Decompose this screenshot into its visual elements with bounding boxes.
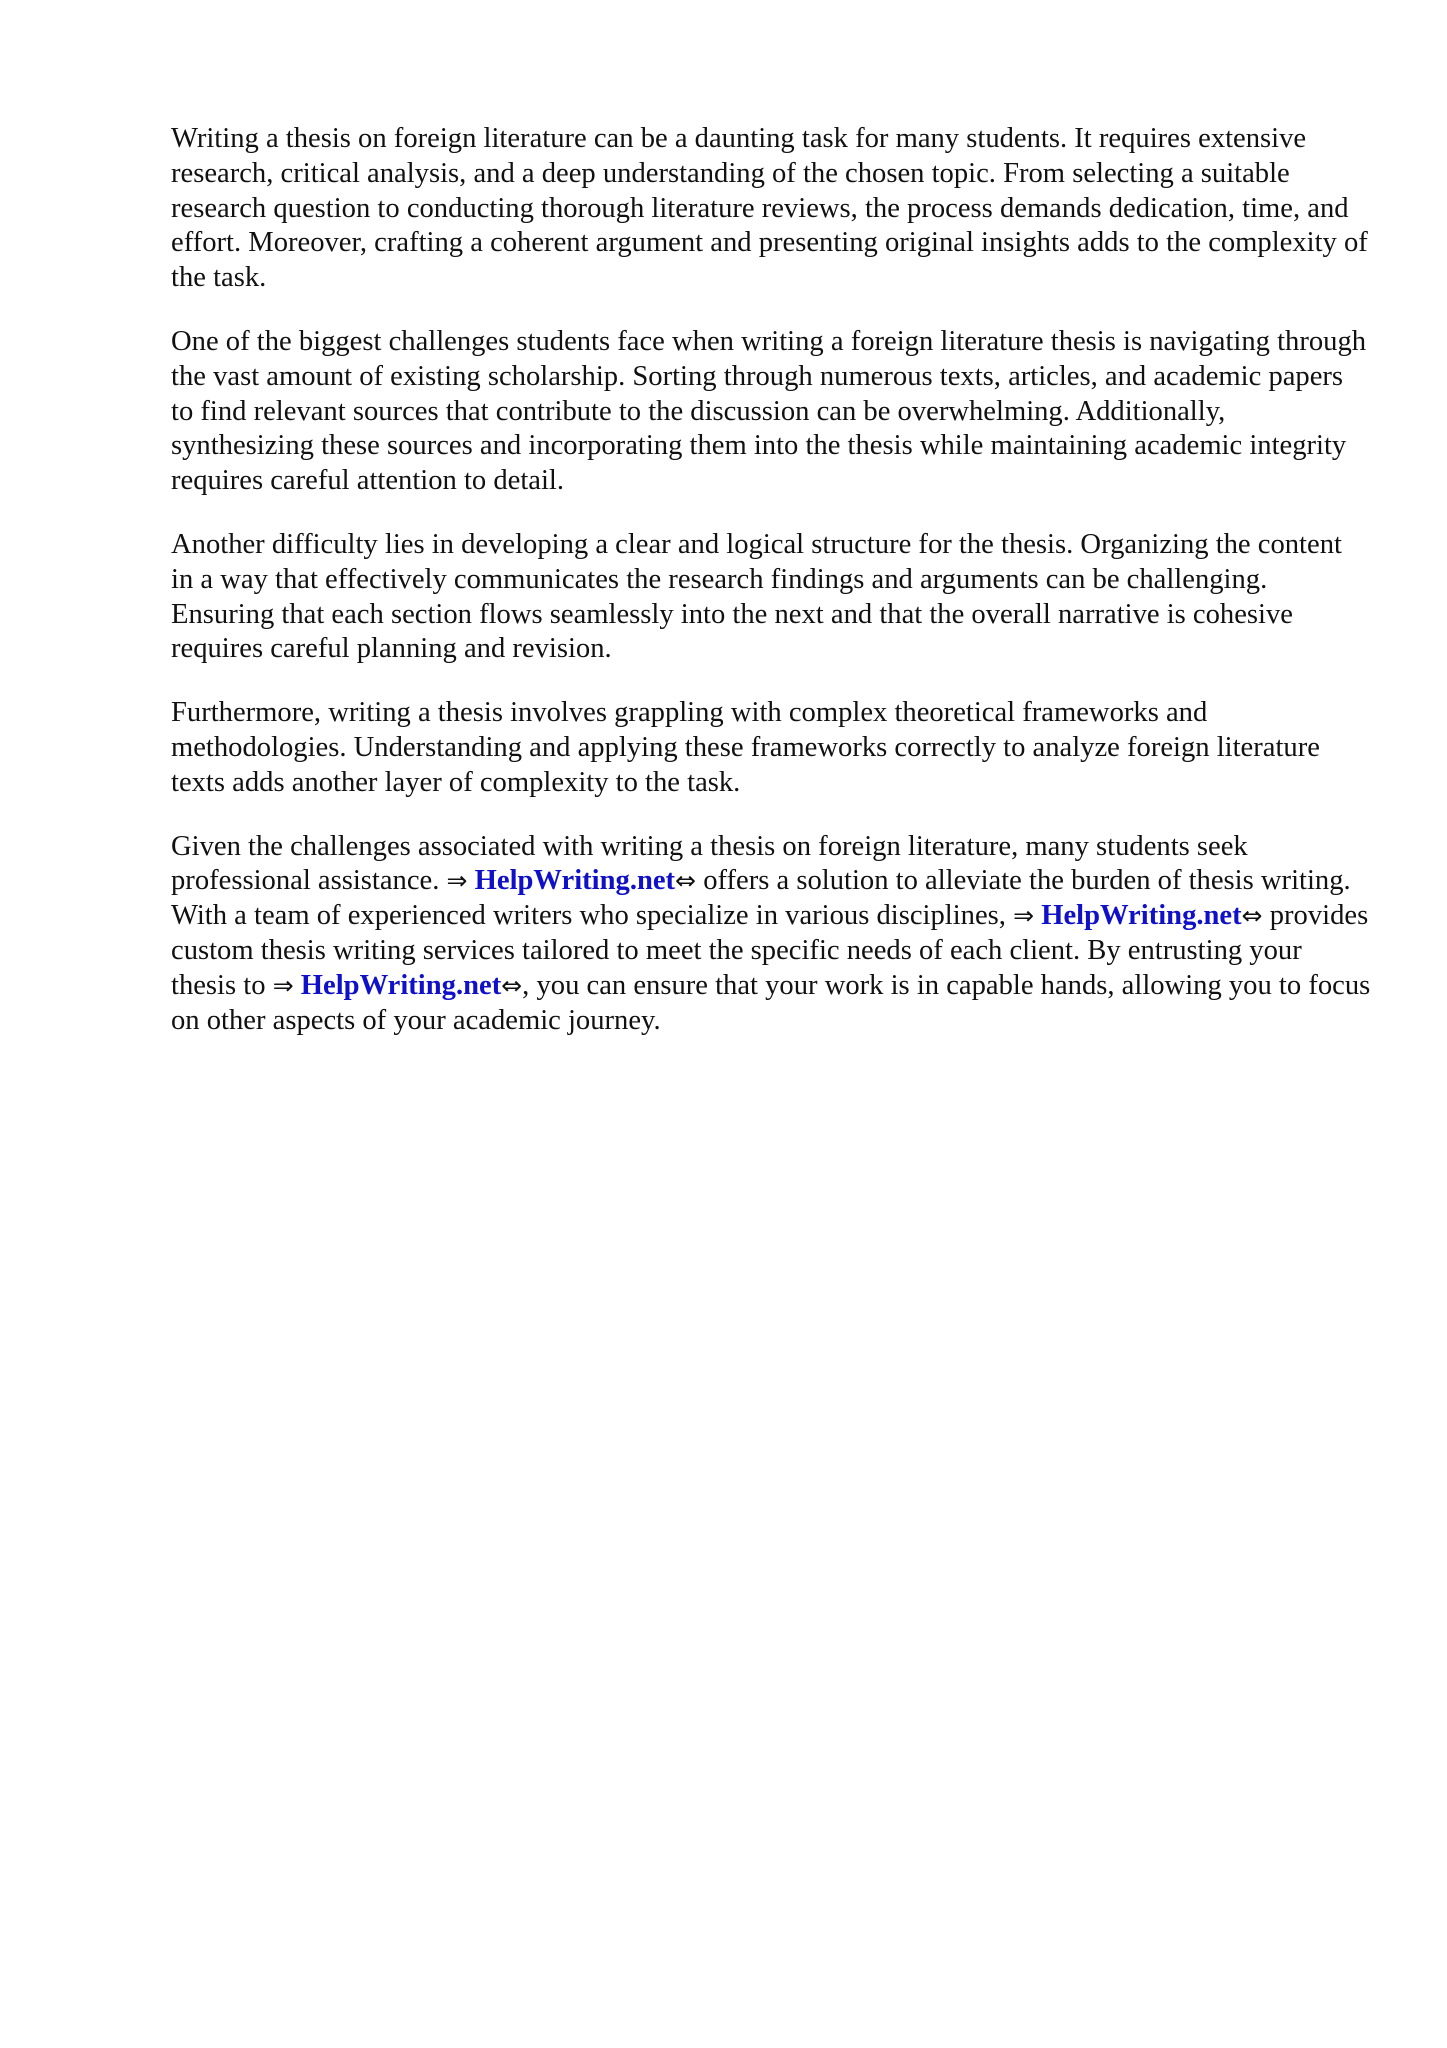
right-arrow-icon: ⇒ [446, 866, 468, 896]
right-arrow-icon: ⇒ [272, 970, 294, 1000]
paragraph-frameworks: Furthermore, writing a thesis involves grappling with complex theoretical frameworks and methodologies. Understanding and applying these frameworks correctly to analyze foreign literature texts adds another layer of complexity to the task. [171, 697, 1320, 798]
double-arrow-icon: ⇔ [675, 866, 697, 896]
document-body [171, 122, 1371, 1067]
helpwriting-link-1[interactable]: HelpWriting.net [474, 865, 676, 897]
double-arrow-icon: ⇔ [1241, 901, 1263, 931]
paragraph-assistance [171, 830, 1371, 1039]
double-arrow-icon: ⇔ [501, 970, 523, 1000]
right-arrow-icon: ⇒ [1013, 901, 1035, 931]
paragraph-structure: Another difficulty lies in developing a clear and logical structure for the thesis. Organizing the content in a way that effectively communicates the research findings and arguments can be challenging. Ensuring that each section flows seamlessly into the next and that the overall narrative is cohesive requires careful planning and revision. [171, 528, 1342, 665]
assistance-text-3: provides custom thesis writing services tailored to meet the specific needs of each client. By entrusting your thesis to [171, 900, 1369, 1001]
assistance-text-4: , you can ensure that your work is in capable hands, allowing you to focus on other aspects of your academic journey. [171, 969, 1371, 1036]
assistance-text-1: Given the challenges associated with writing a thesis on foreign literature, many students seek professional assistance. [171, 830, 1248, 897]
helpwriting-link-3[interactable]: HelpWriting.net [300, 969, 502, 1001]
paragraph-intro: Writing a thesis on foreign literature can be a daunting task for many students. It requires extensive research, critical analysis, and a deep understanding of the chosen topic. From selecting a suitable research question to conducting thorough literature reviews, the process demands dedication, time, and effort. Moreover, crafting a coherent argument and presenting original insights adds to the complexity of the task. [171, 123, 1368, 294]
paragraph-scholarship: One of the biggest challenges students face when writing a foreign literature thesis is navigating through the vast amount of existing scholarship. Sorting through numerous texts, articles, and academic papers to find relevant sources that contribute to the discussion can be overwhelming. Additionally, synthesizing these sources and incorporating them into the thesis while maintaining academic integrity requires careful attention to detail. [171, 325, 1367, 497]
assistance-text-2: offers a solution to alleviate the burden of thesis writing. With a team of experienced writers who specialize in various disciplines, [171, 865, 1351, 932]
helpwriting-link-2[interactable]: HelpWriting.net [1041, 900, 1242, 932]
